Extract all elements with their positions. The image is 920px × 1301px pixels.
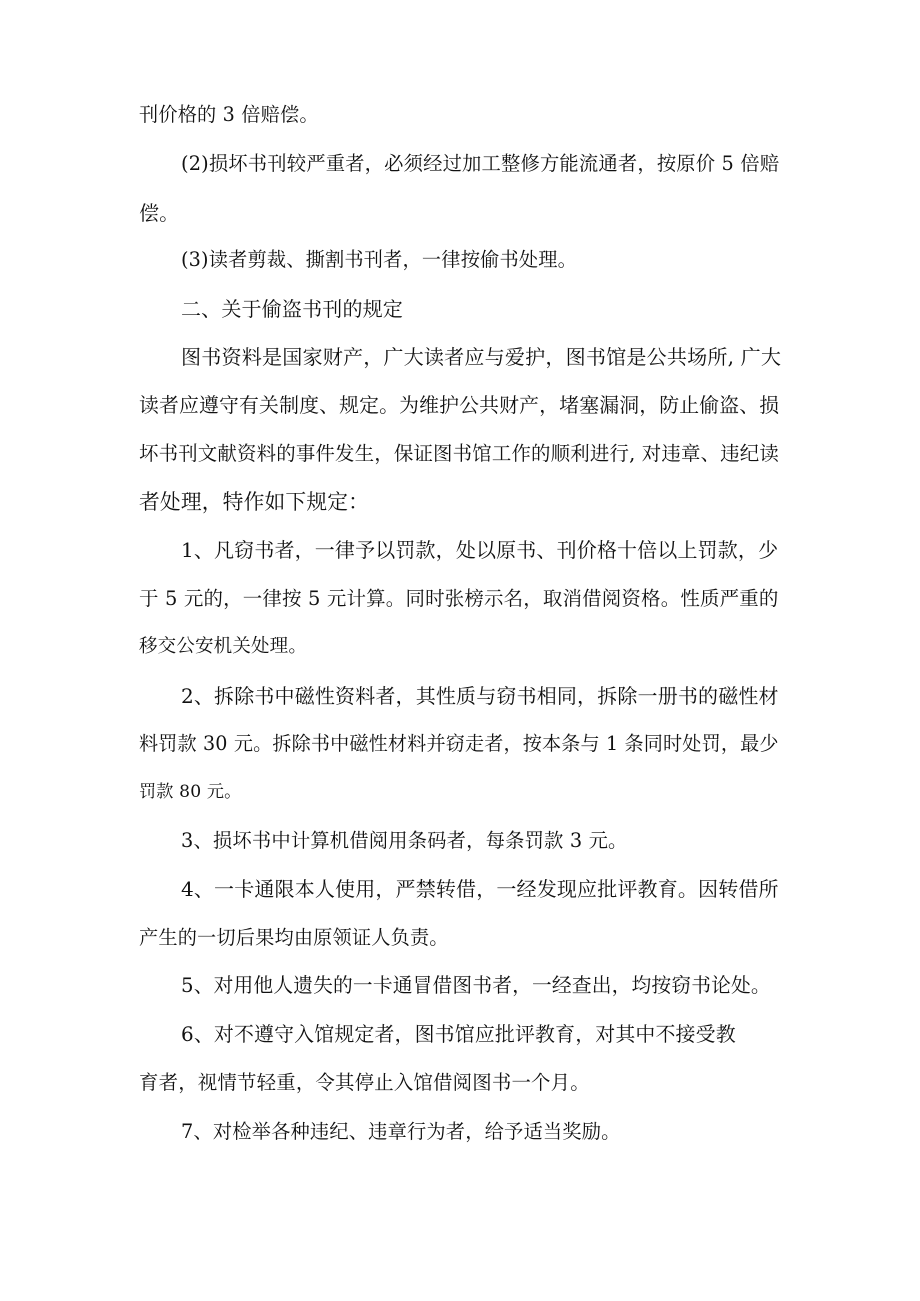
text-line-13: 2、拆除书中磁性资料者，其性质与窃书相同，拆除一册书的磁性材 xyxy=(181,684,779,708)
text-line-14: 料罚款 30 元。拆除书中磁性材料并窃走者，按本条与 1 条同时处罚，最少 xyxy=(139,732,779,755)
text-line-9: 者处理，特作如下规定： xyxy=(139,490,370,514)
text-line-15: 罚款 80 元。 xyxy=(139,782,242,802)
text-line-16: 3、损坏书中计算机借阅用条码者，每条罚款 3 元。 xyxy=(181,829,628,852)
text-line-11: 于 5 元的，一律按 5 元计算。同时张榜示名，取消借阅资格。性质严重的 xyxy=(139,587,779,610)
text-line-20: 6、对不遵守入馆规定者，图书馆应批评教育，对其中不接受教 xyxy=(181,1023,736,1046)
text-line-1: 刊价格的 3 倍赔偿。 xyxy=(139,103,319,126)
text-line-12: 移交公安机关处理。 xyxy=(139,636,307,657)
text-line-7: 读者应遵守有关制度、规定。为维护公共财产，堵塞漏洞，防止偷盗、损 xyxy=(139,394,780,417)
text-line-2: (2)损坏书刊较严重者，必须经过加工整修方能流通者，按原价 5 倍赔 xyxy=(181,152,780,175)
text-line-10: 1、凡窃书者，一律予以罚款，处以原书、刊价格十倍以上罚款，少 xyxy=(181,538,779,562)
text-line-17: 4、一卡通限本人使用，严禁转借，一经发现应批评教育。因转借所 xyxy=(181,877,779,901)
text-line-8: 坏书刊文献资料的事件发生，保证图书馆工作的顺利进行, 对违章、违纪读 xyxy=(139,442,779,465)
text-line-4: (3)读者剪裁、撕割书刊者，一律按偷书处理。 xyxy=(181,248,577,271)
section-heading: 二、关于偷盗书刊的规定 xyxy=(181,297,403,321)
text-line-21: 育者，视情节轻重，令其停止入馆借阅图书一个月。 xyxy=(139,1071,590,1094)
text-line-6: 图书资料是国家财产，广大读者应与爱护，图书馆是公共场所, 广大 xyxy=(181,345,782,369)
text-line-3: 偿。 xyxy=(139,201,180,225)
text-line-19: 5、对用他人遗失的一卡通冒借图书者，一经查出，均按窃书论处。 xyxy=(181,974,771,997)
text-line-18: 产生的一切后果均由原领证人负责。 xyxy=(139,926,449,949)
text-line-22: 7、对检举各种违纪、违章行为者，给予适当奖励。 xyxy=(181,1120,621,1143)
